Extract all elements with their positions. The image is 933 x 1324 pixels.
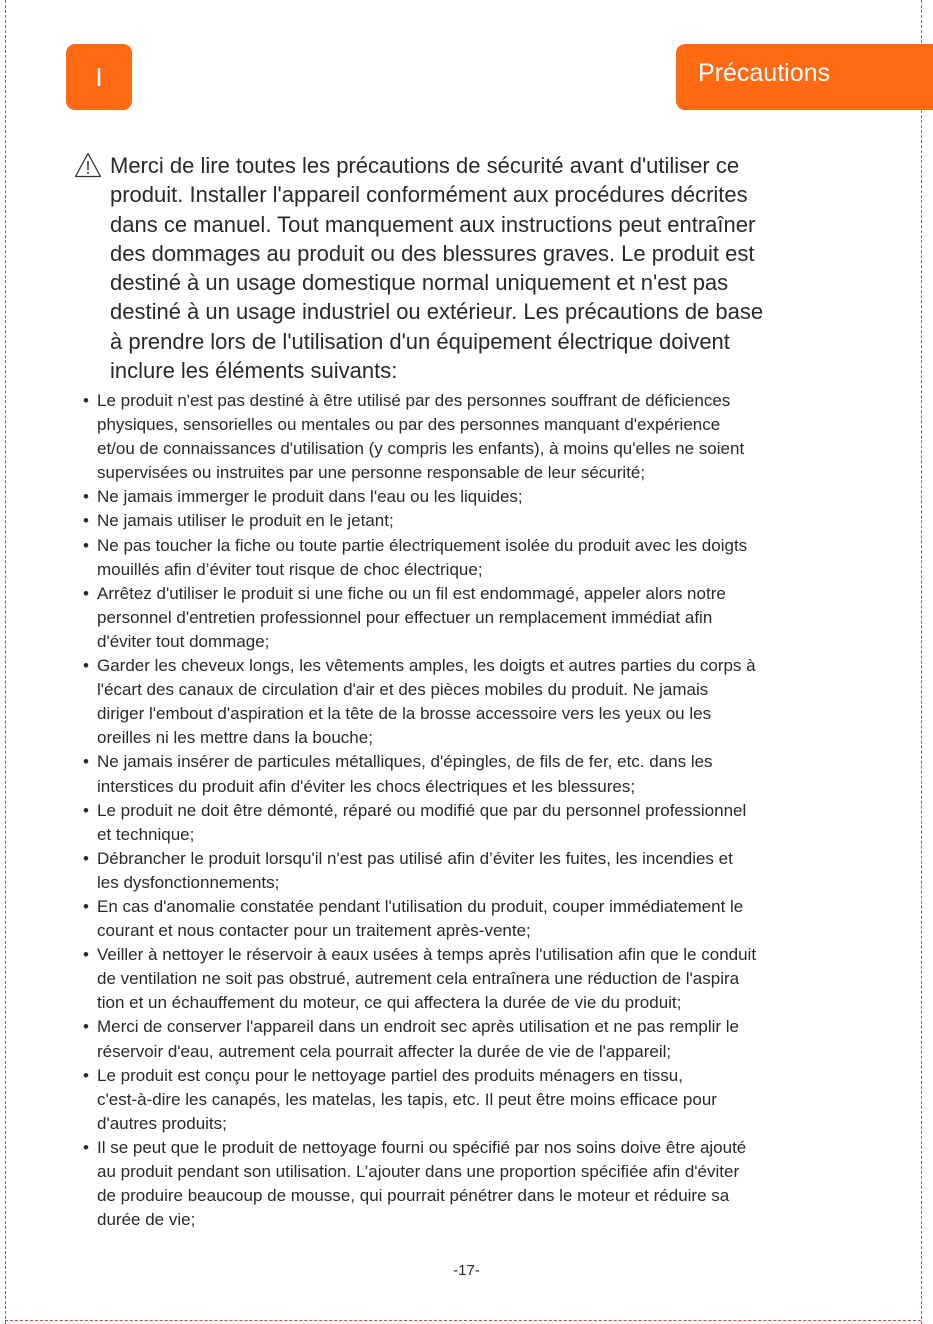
intro-line: destiné à un usage domestique normal uniquement et n'est pas xyxy=(110,270,729,296)
intro-line: dans ce manuel. Tout manquement aux instructions peut entraîner xyxy=(110,211,756,237)
precaution-item xyxy=(83,582,883,654)
precaution-line: Le produit est conçu pour le nettoyage partiel des produits ménagers en tissu, xyxy=(97,1065,683,1085)
bullet-icon: • xyxy=(83,391,89,410)
bullet-icon: • xyxy=(83,487,89,507)
page-number: -17- xyxy=(453,1262,480,1279)
bullet-icon: • xyxy=(83,848,89,868)
precaution-line: mouillés afin d’éviter tout risque de choc électrique; xyxy=(97,559,483,579)
precaution-line: Ne jamais utiliser le produit en le jetant; xyxy=(97,511,394,531)
precaution-line: Merci de conserver l'appareil dans un endroit sec après utilisation et ne pas remplir le xyxy=(97,1017,740,1037)
precaution-line: au produit pendant son utilisation. L’ajouter dans une proportion spécifiée afin d'éviter xyxy=(97,1162,740,1181)
precaution-item xyxy=(83,534,883,582)
precaution-line: Garder les cheveux longs, les vêtements amples, les doigts et autres parties du corps à xyxy=(97,656,756,676)
precaution-line: diriger l'embout d'aspiration et la tête de la brosse accessoire vers les yeux ou les xyxy=(97,704,712,724)
precaution-line: de produire beaucoup de mousse, qui pourrait pénétrer dans le moteur et réduire sa xyxy=(97,1186,730,1206)
precaution-line: Veiller à nettoyer le réservoir à eaux usées à temps après l'utilisation afin que le conduit xyxy=(97,945,757,965)
precaution-line: durée de vie; xyxy=(97,1210,196,1230)
precaution-line: et technique; xyxy=(97,824,195,844)
precaution-line: Ne pas toucher la fiche ou toute partie électriquement isolée du produit avec les doigts xyxy=(97,535,748,555)
precaution-line: supervisées ou instruites par une personne responsable de leur sécurité; xyxy=(97,463,646,483)
intro-line: des dommages au produit ou des blessures graves. Le produit est xyxy=(110,240,755,266)
intro-line: destiné à un usage industriel ou extérieur. Les précautions de base xyxy=(110,299,764,325)
intro-line: inclure les éléments suivants: xyxy=(110,358,398,384)
precaution-item xyxy=(83,847,883,895)
precaution-line: interstices du produit afin d'éviter les chocs électriques et les blessures; xyxy=(97,776,636,796)
precaution-line: physiques, sensorielles ou mentales ou par des personnes manquant d'expérience xyxy=(97,415,721,435)
intro-line: à prendre lors de l'utilisation d'un équipement électrique doivent xyxy=(110,328,730,354)
precaution-item xyxy=(83,895,883,943)
safety-intro-paragraph xyxy=(110,151,870,385)
precaution-line: Il se peut que le produit de nettoyage fourni ou spécifié par nos soins doive être ajouté xyxy=(97,1137,747,1157)
page-edge-guide-right xyxy=(921,0,922,1324)
bullet-icon: • xyxy=(83,511,89,531)
bullet-icon: • xyxy=(83,583,89,603)
page-edge-guide-bottom xyxy=(5,1320,921,1321)
bullet-icon: • xyxy=(83,656,89,676)
page-title: Précautions xyxy=(698,59,831,87)
precaution-line: d'éviter tout dommage; xyxy=(97,631,270,651)
page-edge-guide-left xyxy=(5,0,6,1324)
precaution-item xyxy=(83,509,883,533)
precaution-line: Ne jamais immerger le produit dans l'eau ou les liquides; xyxy=(97,487,523,507)
precaution-item xyxy=(83,943,883,1015)
precaution-line: oreilles ni les mettre dans la bouche; xyxy=(97,728,373,748)
bullet-icon: • xyxy=(83,1065,89,1085)
precaution-line: personnel d'entretien professionnel pour effectuer un remplacement immédiat afin xyxy=(97,607,713,627)
precaution-line: d'autres produits; xyxy=(97,1113,227,1133)
intro-line: Merci de lire toutes les précautions de sécurité avant d'utiliser ce xyxy=(110,153,740,178)
precaution-line: Le produit ne doit être démonté, réparé ou modifié que par du personnel professionnel xyxy=(97,800,747,820)
precaution-line: En cas d'anomalie constatée pendant l'utilisation du produit, couper immédiatement le xyxy=(97,896,744,916)
precaution-item xyxy=(83,485,883,509)
bullet-icon: • xyxy=(83,896,89,916)
section-marker-label: I xyxy=(95,61,103,92)
precaution-item xyxy=(83,654,883,750)
bullet-icon: • xyxy=(83,945,89,965)
precaution-item xyxy=(83,799,883,847)
precaution-line: réservoir d'eau, autrement cela pourrait affecter la durée de vie de l'appareil; xyxy=(97,1041,672,1061)
precaution-line: l'écart des canaux de circulation d'air et des pièces mobiles du produit. Ne jamais xyxy=(97,680,709,700)
precaution-line: de ventilation ne soit pas obstrué, autrement cela entraînera une réduction de l'aspira xyxy=(97,969,740,989)
intro-line: produit. Installer l'appareil conformément aux procédures décrites xyxy=(110,182,748,208)
section-marker-tab xyxy=(66,44,132,110)
bullet-icon: • xyxy=(83,1017,89,1037)
bullet-icon: • xyxy=(83,800,89,820)
precaution-line: et/ou de connaissances d'utilisation (y compris les enfants), à moins qu'elles ne soient xyxy=(97,439,745,459)
precaution-item xyxy=(83,389,883,485)
precaution-item xyxy=(83,1015,883,1063)
precaution-line: courant et nous contacter pour un traitement après-vente; xyxy=(97,921,531,941)
precaution-item xyxy=(83,1136,883,1232)
precaution-line: Le produit n'est pas destiné à être utilisé par des personnes souffrant de déficiences xyxy=(97,391,731,410)
precaution-item xyxy=(83,750,883,798)
precautions-list xyxy=(83,389,883,1232)
precaution-line: Débrancher le produit lorsqu'il n'est pas utilisé afin d’éviter les fuites, les incendies et xyxy=(97,848,733,868)
precaution-line: Ne jamais insérer de particules métalliques, d'épingles, de fils de fer, etc. dans les xyxy=(97,752,713,772)
precaution-line: Arrêtez d'utiliser le produit si une fiche ou un fil est endommagé, appeler alors notre xyxy=(97,583,726,603)
precaution-line: tion et un échauffement du moteur, ce qui affectera la durée de vie du produit; xyxy=(97,993,682,1013)
precaution-item xyxy=(83,1064,883,1136)
precaution-line: c'est-à-dire les canapés, les matelas, les tapis, etc. Il peut être moins efficace pour xyxy=(97,1089,717,1109)
bullet-icon: • xyxy=(83,752,89,772)
warning-triangle-icon xyxy=(74,152,102,178)
precaution-line: les dysfonctionnements; xyxy=(97,872,280,892)
page-title-tab xyxy=(676,44,933,110)
bullet-icon: • xyxy=(83,535,89,555)
bullet-icon: • xyxy=(83,1137,89,1157)
